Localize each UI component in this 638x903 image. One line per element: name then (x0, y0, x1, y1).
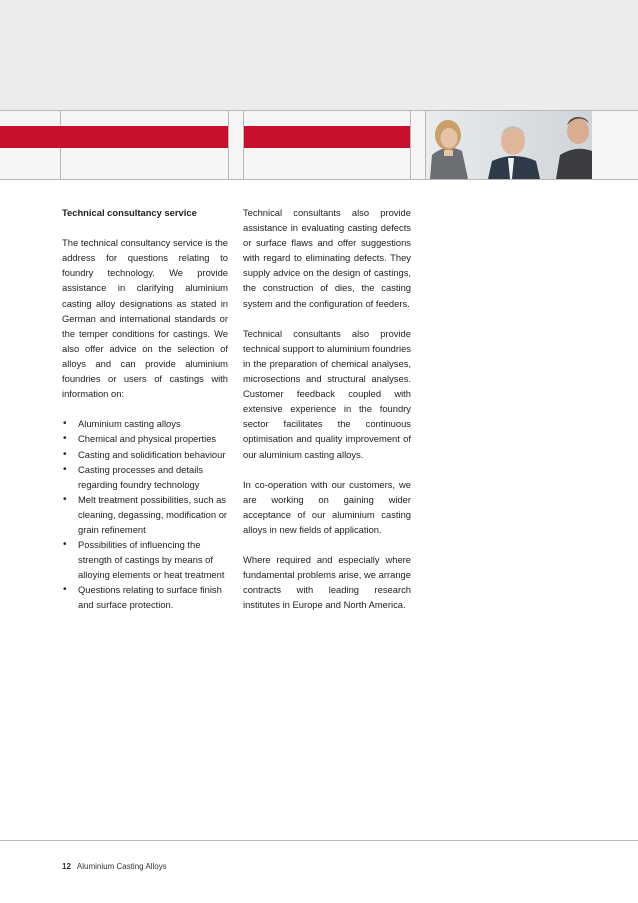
list-item: • Melt treatment possibilities, such as cleaning, degassing, modification or grain refinement (62, 492, 228, 537)
list-item: • Casting and solidification behaviour (62, 447, 228, 462)
red-accent-bar (0, 126, 228, 148)
top-blank-area (0, 0, 638, 110)
list-item: • Possibilities of influencing the strength of castings by means of alloying elements or heat treatment (62, 537, 228, 582)
topics-list (62, 416, 228, 612)
document-title: Aluminium Casting Alloys (76, 862, 167, 871)
section-heading: Technical consultancy service (62, 207, 197, 218)
footer-rule (0, 840, 638, 841)
paragraph: Technical consultants also provide assistance in evaluating casting defects or surface flaws and offer suggestions with regard to eliminating defects. They supply advice on the design of castings, the construction of dies, the casting system and the configuration of feeders. (243, 207, 411, 309)
page-footer (62, 862, 167, 871)
list-item: • Questions relating to surface finish and surface protection. (62, 582, 228, 612)
red-accent-bar (244, 126, 410, 148)
right-column (243, 205, 411, 628)
grid-line (228, 110, 229, 180)
intro-paragraph: The technical consultancy service is the address for questions relating to foundry technology. We provide assistance in clarifying aluminium casting alloy designations as stated in German and international standards or the temper conditions for castings. We also offer advice on the selection of alloys and can provide aluminium foundries or users of castings with information on: (62, 237, 228, 400)
paragraph: Technical consultants also provide technical support to aluminium foundries in the preparation of chemical analyses, microsections and structural analyses. Customer feedback coupled with extensive experience in the foundry sector facilitates the continuous optimisation and quality improvement of our aluminium casting alloys. (243, 327, 411, 460)
paragraph: In co-operation with our customers, we are working on gaining wider acceptance of our aluminium casting alloys in new fields of application. (243, 478, 411, 535)
grid-line (410, 110, 411, 180)
left-column (62, 205, 228, 613)
paragraph: Where required and especially where fundamental problems arise, we arrange contracts with leading research institutes in Europe and North America. (243, 554, 411, 611)
header-rule-bottom (0, 179, 638, 180)
list-item: • Chemical and physical properties (62, 431, 228, 446)
photo-illustration (426, 111, 592, 179)
business-people-photo (426, 111, 592, 179)
list-item: • Casting processes and details regarding foundry technology (62, 462, 228, 492)
page-number: 12 (62, 862, 71, 871)
list-item: • Aluminium casting alloys (62, 416, 228, 431)
